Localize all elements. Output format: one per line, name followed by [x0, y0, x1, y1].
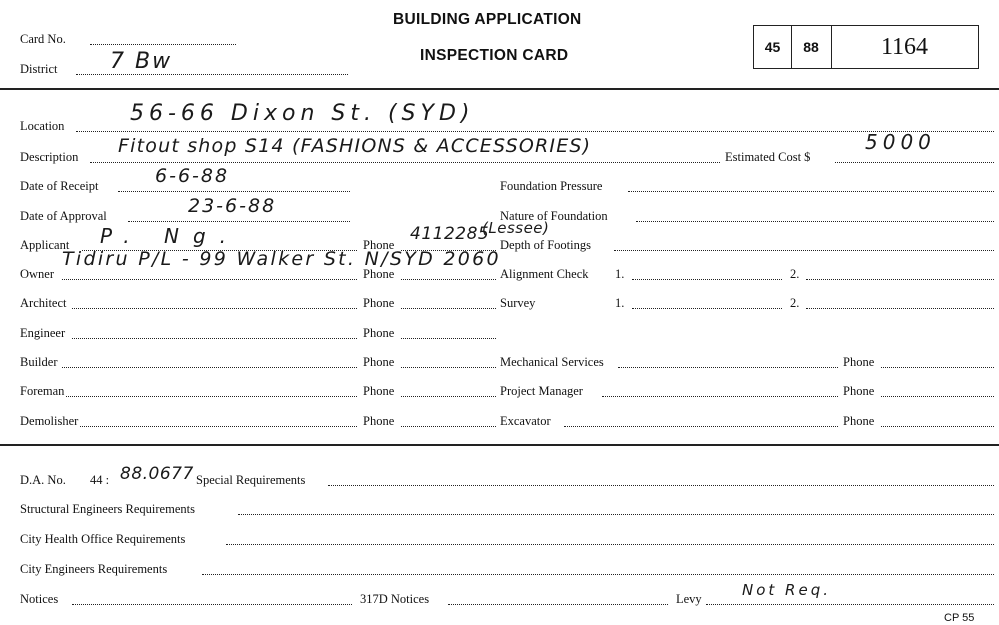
da-no-label: D.A. No. [20, 473, 66, 487]
levy-value: Not Req. [742, 581, 831, 599]
excavator-phone-label: Phone [843, 414, 875, 428]
description-label: Description [20, 150, 79, 164]
applicant-value: P. Ng. [100, 224, 241, 248]
foreman-phone-line[interactable] [401, 396, 496, 397]
depth-of-footings-label: Depth of Footings [500, 238, 591, 252]
lessee-note: (Lessee) [482, 219, 550, 237]
survey-line2[interactable] [806, 308, 994, 309]
district-line[interactable] [76, 74, 348, 75]
city-health-line[interactable] [226, 544, 994, 545]
owner-phone-line[interactable] [401, 279, 496, 280]
excavator-line[interactable] [564, 426, 838, 427]
location-line[interactable] [76, 131, 994, 132]
estimated-cost-value: 5000 [865, 130, 936, 154]
builder-line[interactable] [62, 367, 357, 368]
description-line[interactable] [90, 162, 720, 163]
demolisher-phone-line[interactable] [401, 426, 496, 427]
project-manager-phone-line[interactable] [881, 396, 994, 397]
engineer-label: Engineer [20, 326, 66, 340]
mechanical-services-phone-line[interactable] [881, 367, 994, 368]
foreman-line[interactable] [66, 396, 357, 397]
architect-line[interactable] [72, 308, 357, 309]
alignment-check-num1: 1. [615, 267, 625, 281]
applicant-label: Applicant [20, 238, 70, 252]
district-label: District [20, 62, 58, 76]
notices-317d-line[interactable] [448, 604, 668, 605]
date-of-approval-value: 23-6-88 [188, 195, 277, 217]
owner-phone-label: Phone [363, 267, 395, 281]
form-code: CP 55 [944, 612, 975, 624]
card-number: 1164 [880, 33, 929, 60]
card-number-box [753, 25, 979, 69]
architect-phone-label: Phone [363, 296, 395, 310]
demolisher-line[interactable] [80, 426, 357, 427]
builder-phone-line[interactable] [401, 367, 496, 368]
notices-317d-label: 317D Notices [360, 592, 430, 606]
applicant-phone-label: Phone [363, 238, 395, 252]
date-of-approval-line[interactable] [128, 221, 350, 222]
city-health-label: City Health Office Requirements [20, 532, 186, 546]
foundation-pressure-line[interactable] [628, 191, 994, 192]
form-title-line1: BUILDING APPLICATION [393, 11, 582, 28]
mechanical-services-label: Mechanical Services [500, 355, 604, 369]
da-no-value: 88.0677 [120, 464, 194, 484]
depth-of-footings-line[interactable] [614, 250, 994, 251]
date-of-approval-label: Date of Approval [20, 209, 107, 223]
estimated-cost-label: Estimated Cost $ [725, 150, 811, 164]
foundation-pressure-label: Foundation Pressure [500, 179, 603, 193]
structural-engineers-label: Structural Engineers Requirements [20, 502, 195, 516]
owner-line[interactable] [62, 279, 357, 280]
foreman-label: Foreman [20, 384, 65, 398]
district-value: 7 Bw [110, 49, 173, 74]
middle-divider [0, 444, 999, 446]
excavator-phone-line[interactable] [881, 426, 994, 427]
engineer-phone-label: Phone [363, 326, 395, 340]
special-requirements-label: Special Requirements [196, 473, 306, 487]
foreman-phone-label: Phone [363, 384, 395, 398]
estimated-cost-line[interactable] [835, 162, 994, 163]
survey-line1[interactable] [632, 308, 782, 309]
excavator-label: Excavator [500, 414, 551, 428]
date-of-receipt-value: 6-6-88 [155, 165, 230, 187]
alignment-check-line1[interactable] [632, 279, 782, 280]
mechanical-services-phone-label: Phone [843, 355, 875, 369]
card-no-label: Card No. [20, 32, 66, 46]
builder-label: Builder [20, 355, 58, 369]
da-no-prefix: 44 : [90, 473, 110, 487]
date-of-receipt-label: Date of Receipt [20, 179, 99, 193]
mechanical-services-line[interactable] [618, 367, 838, 368]
levy-label: Levy [676, 592, 702, 606]
levy-line[interactable] [706, 604, 994, 605]
notices-line[interactable] [72, 604, 352, 605]
alignment-check-num2: 2. [790, 267, 800, 281]
location-label: Location [20, 119, 65, 133]
demolisher-label: Demolisher [20, 414, 79, 428]
structural-engineers-line[interactable] [238, 514, 994, 515]
alignment-check-label: Alignment Check [500, 267, 589, 281]
card-no-line[interactable] [90, 44, 236, 45]
project-manager-phone-label: Phone [843, 384, 875, 398]
owner-label: Owner [20, 267, 55, 281]
project-manager-line[interactable] [602, 396, 838, 397]
notices-label: Notices [20, 592, 59, 606]
city-engineers-label: City Engineers Requirements [20, 562, 168, 576]
survey-num1: 1. [615, 296, 625, 310]
top-divider [0, 88, 999, 90]
owner-value: Tidiru P/L - 99 Walker St. N/SYD 2060 [62, 248, 501, 270]
project-manager-label: Project Manager [500, 384, 583, 398]
survey-num2: 2. [790, 296, 800, 310]
applicant-phone-value: 4112285 [410, 224, 490, 244]
special-requirements-line[interactable] [328, 485, 994, 486]
date-of-receipt-line[interactable] [118, 191, 350, 192]
engineer-phone-line[interactable] [401, 338, 496, 339]
builder-phone-label: Phone [363, 355, 395, 369]
description-value: Fitout shop S14 (FASHIONS & ACCESSORIES) [118, 135, 592, 157]
year-cell-a: 45 [764, 39, 781, 55]
demolisher-phone-label: Phone [363, 414, 395, 428]
alignment-check-line2[interactable] [806, 279, 994, 280]
survey-label: Survey [500, 296, 536, 310]
nature-of-foundation-label: Nature of Foundation [500, 209, 608, 223]
architect-label: Architect [20, 296, 67, 310]
engineer-line[interactable] [72, 338, 357, 339]
year-cell-b: 88 [803, 39, 819, 55]
architect-phone-line[interactable] [401, 308, 496, 309]
city-engineers-line[interactable] [202, 574, 994, 575]
nature-of-foundation-line[interactable] [636, 221, 994, 222]
location-value: 56-66 Dixon St. (SYD) [130, 101, 475, 126]
form-title-line2: INSPECTION CARD [420, 47, 569, 64]
